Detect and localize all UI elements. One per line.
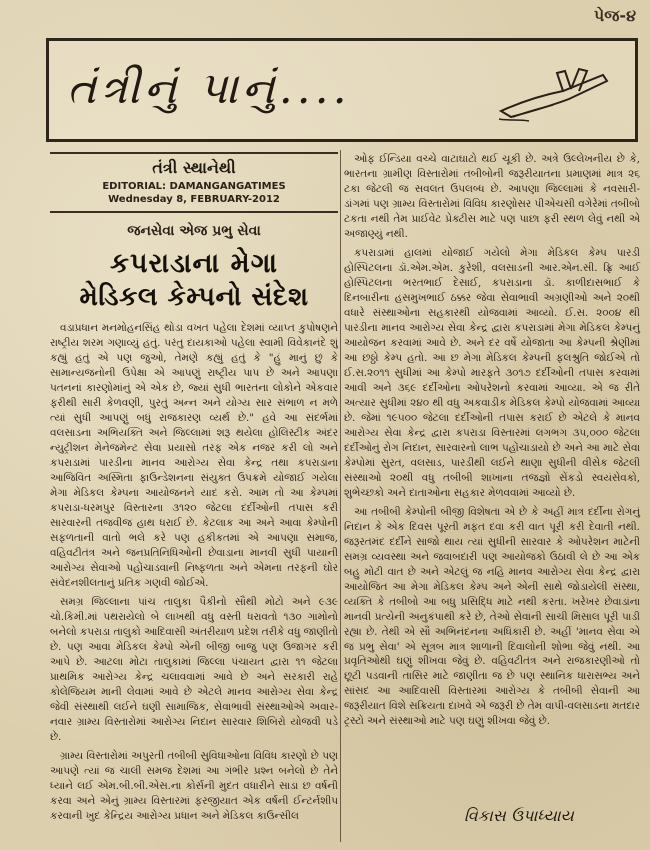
left-column [50, 152, 338, 842]
byline-edition: EDITORIAL: DAMANGANGATIMES [102, 181, 286, 192]
headline-line-2: મેડિકલ કેમ્પનો સંદેશ [79, 281, 309, 312]
paragraph: સમગ્ર જિલ્લાના પાંચ તાલુકા પૈકીનો સૌથી મોટો અને ૯૩૯ ચો.કિમી.માં પથરાયેલો બે લાખથી વધુ વસ્તી ધરાવતો ૧૩૦ ગામોનો બનેલો કપરાડા તાલુકો આદિવાસી અંતરીયાળ પ્રદેશ તરીકે વધુ જાણીતો છે. પણ આવા મેડિકલ કેમ્પો એની બીજી બાજુ પણ ઉજાગર કરી આપે છે. આટલા મોટા તાલુકામાં જિલ્લા પંચાયત દ્વારા ૧૧ જેટલા પ્રાથમિક આરોગ્ય કેન્દ્ર ચલાવવામાં આવે છે અને સરકારી રાહે કોલેજિયમ માની લેવામાં આવે છે એટલે માનવ આરોગ્ય સેવા કેન્દ્ર જેવી સંસ્થાથી લઈને ઘણી સામાજિક, સેવાભાવી સંસ્થાઓએ અવાર-નવાર ગ્રામ્ય વિસ્તારોમાં આરોગ્ય નિદાન સારવાર શિબિરો યોજવી પડે છે. [50, 595, 338, 743]
editorial-banner [46, 38, 638, 142]
author-signature: વિકાસ ઉપાધ્યાય [464, 806, 574, 825]
byline-date: Wednesday 8, FEBRUARY-2012 [108, 194, 280, 205]
hand-writing-pen-icon [493, 61, 613, 125]
page-number: પેજ-૪ [593, 6, 636, 25]
paragraph: વડાપ્રધાન મનમોહનસિંહ થોડા વખત પહેલા દેશમાં વ્યાપ્ત કુપોષણને રાષ્ટ્રીય શરમ ગણાવ્યું હતું. પરંતુ દાયકાઓ પહેલા સ્વામી વિવેકાનંદે શું કહ્યું હતું એ પણ જુઓ, તેમણે કહ્યું હતું કે "હું માનું છું કે સામાન્યજનોની ઉપેક્ષા એ આપણું રાષ્ટ્રીય પાપ છે અને આપણા પતનનાં કારણોમાંનું એ એક છે, જ્યાં સુધી ભારતના લોકોને એકવાર ફરીથી સારી કેળવણી, પુરતું અન્ન અને યોગ્ય સાર સંભાળ ન મળે ત્યાં સુધી આપણું બધું રાજકારણ વ્યર્થ છે." હવે આ સંદર્ભમાં વલસાડના અભિયક્તિ અને જિલ્લામાં શરૂ થયેલા હોલિસ્ટીક અંદર ન્યુટ્રીશન મેનેજમેન્ટ સેવા પ્રયાસો તરફ એક નજર કરી લો અને કપરાડામાં પારડીના માનવ આરોગ્ય સેવા કેન્દ્ર તથા કપરાડાના આજિવિત અસ્મિતા ફાઉન્ડેશનના સંયુક્ત ઉપક્રમે યોજાઈ ગયેલા મેગા મેડિકલ કેમ્પના આયોજનને યાદ કરો. આમ તો આ કેમ્પમાં કપરાડા-ધરમપુર વિસ્તારના ૩૧૨૦ જેટલા દર્દીઓની તપાસ કરી સારવારની તજવીજ હાથ ધરાઈ છે. કેટલાક આ અને આવા કેમ્પોની સફળતાની વાતો ભલે કરે પણ હકીકતમાં એ આપણા સમાજ, વહિવટીતંત્ર અને જનપ્રતિનિધિઓની છેવાડાના માનવી સુધી પાયાની આરોગ્ય સેવાઓ પહોંચાડવાની નિષ્ફળતા અને એમના તરફની ઘોર સંવેદનશીલતાનું પ્રતિક ગણવી જોઈએ. [50, 322, 338, 589]
column-divider [340, 150, 341, 842]
byline-title: તંત્રી સ્થાનેથી [152, 158, 236, 177]
left-body-text [50, 321, 338, 823]
right-body-text [344, 152, 640, 729]
right-column [344, 152, 640, 842]
headline-line-1: કપરાડાના મેગા [109, 248, 279, 279]
paragraph: ઓફ ઈન્ડિયા વચ્ચે વાટાઘાટો થઈ ચૂકી છે. અત્રે ઉલ્લેખનીય છે કે, ભારતના ગ્રામીણ વિસ્તારોમાં તબીબોની જરૂરીયાતના પ્રમાણમાં માત્ર ૨૬ ટકા જેટલી જ સવલત ઉપલબ્ધ છે. આપણા જિલ્લામાં કે નવસારી-ડાંગમાં પણ ગ્રામ્ય વિસ્તારોમાં વિવિધ કારણોસર પીએચસી વગેરેમાં તબીબો ટકતા નથી તેમ પ્રાઈવેટ પ્રેક્ટીસ માટે પણ પાછા ફરી સ્થળ લેવું નથી એ અજાણ્યું નથી. [344, 153, 640, 240]
banner-title: તંત્રીનું પાનું.... [67, 63, 351, 114]
paragraph: ગ્રામ્ય વિસ્તારોમાં અપુરતી તબીબી સુવિધાઓના વિવિધ કારણો છે પણ આપણે ત્યાં જ ચાલી સમજ દેશમાં આ ગંભીર પ્રશ્ન બનેલો છે તેને ધ્યાને લઈ એમ.બી.બી.એસ.ના કોર્સની મુદત વધારીને સાડા છ વર્ષની કરવા અને એનું ગ્રામ્ય વિસ્તારમાં ફરજીયાત એક વર્ષની ઈન્ટર્નશીપ કરવાની ખુદ કેન્દ્રિય આરોગ્ય પ્રધાન અને મેડિકલ કાઉન્સીલ [50, 749, 338, 822]
paragraph: કપરાડામાં હાલમાં યોજાઈ ગયેલો મેગા મેડિકલ કેમ્પ પારડી હોસ્પિટલના ડૉ.એમ.એમ. કુરેશી, વલસાડની આર.એન.સી. ફ્રિ આઈ હોસ્પિટલના ભરતભાઈ દેસાઈ, કપરાડાના ડૉ. કાળીદાસભાઈ કે દિનબારીના હસમુખભાઈ ઠક્કર જેવા સેવાભાવી અગ્રણીઓ અને ૨૦થી વધારે સંસ્થાઓના સહકારથી યોજવામાં આવ્યો. ઈ.સ. ૨૦૦૪ થી પારડીના માનવ આરોગ્ય સેવા કેન્દ્ર દ્વારા કપરાડામાં મેગા મેડિકલ કેમ્પનું આયોજન કરવામાં આવે છે. અને દર વર્ષે યોજાતા આ કેમ્પની શ્રેણીમાં આ છઠ્ઠો કેમ્પ હતો. આ છ મેગા મેડિકલ કેમ્પની ફલશ્રુતિ જોઈએ તો ઈ.સ.૨૦૧૧ સુધીમાં આ કેમ્પો મારફતે ૩૦૧૭ દર્દીઓની તપાસ કરવામાં આવી અને ૩૬૯ દર્દીઓના ઓપરેશનો કરવામાં આવ્યા. એ જ રીતે અત્યાર સુધીમાં ૨૪૦ થી વધુ અકવાડીક મેડિકલ કેમ્પો યોજવામાં આવ્યા છે. જેમાં ૧૯૫૦૦ જેટલા દર્દીઓની તપાસ કરાઈ છે એટલે કે માનવ આરોગ્ય સેવા કેન્દ્ર દ્વારા કપરાડા વિસ્તારમાં લગભગ ૩૫,૦૦૦ જેટલા દર્દીઓનું રોગ નિદાન, સારવારનો લાભ પહોંચાડાયો છે અને આ માટે સેવા કેમ્પોમાં સુરત, વલસાડ, પારડીથી લઈને થાણા સુધીની વીસેક જેટલી સંસ્થાઓ ૨૦થી વધુ તબીબી શાખાના તજજ્ઞો સેંકડો સ્વયંસેવકો, શુભેચ્છકો અને દાતાઓના સહકાર મેળવવામાં આવ્યો છે. [344, 246, 640, 499]
editorial-byline [50, 152, 338, 213]
paragraph: આ તબીબી કેમ્પોની બીજી વિશેષતા એ છે કે અહીં માત્ર દર્દીના રોગનું નિદાન કે એક દિવસ પૂરતી મફત દવા કરી વાત પૂરી કરી દેવાતી નથી. જરૂરતમંદ દર્દીને સાજો થાય ત્યાં સુધીની સારવાર કે ઓપરેશન માટેની સમગ્ર વ્યવસ્થા અને જવાબદારી પણ આયોજકો ઉઠાવી લે છે આ એક બહુ મોટી વાત છે અને એટલું જ નહિ માનવ આરોગ્ય સેવા કેન્દ્ર દ્વારા આયોજિત આ મેગા મેડિકલ કેમ્પ અને એની સાથે જોડાયેલી સંસ્થા, વ્યક્તિ કે તબીબો આ બધુ પ્રસિદ્ધિ માટે નથી કરતા. ખરેખર છેવાડાંના માનવી પ્રત્યેની અનુકંપાથી કરે છે, તેઓ સેવાની સાચી મિસાલ પૂરી પાડી રહ્યા છે. તેથી એ સૌ અભિનંદનના અધિકારી છે. અહીં 'માનવ સેવા એ જ પ્રભુ સેવા' એ સૂત્રબ માત્ર શાળાની દિવાલોની શોભા જેવું નથી. આ પ્રવૃતિઓથી ઘણું શીખવા જેવું છે. વહિવટીતંત્ર અને રાજકારણીઓ તો છૂટી પડવાની તાસિર માટે જાણીતા જ છે પણ સ્થાનિક ધારાસભ્ય અને સાંસદ આ આદિવાસી વિસ્તારમાં આરોગ્ય કે તબીબી સેવાની આ જરૂરીયાત વિશે સક્રિયતા દાખવે એ જરૂરી છે તેમ વાપી-વલસાડના મતદાર ટ્રસ્ટો અને સંસ્થાઓ માટે પણ ઘણું શીખવા જેવું છે. [344, 505, 641, 728]
article-kicker: જનસેવા એજ પ્રભુ સેવા [127, 223, 261, 239]
article-headline [50, 247, 338, 313]
